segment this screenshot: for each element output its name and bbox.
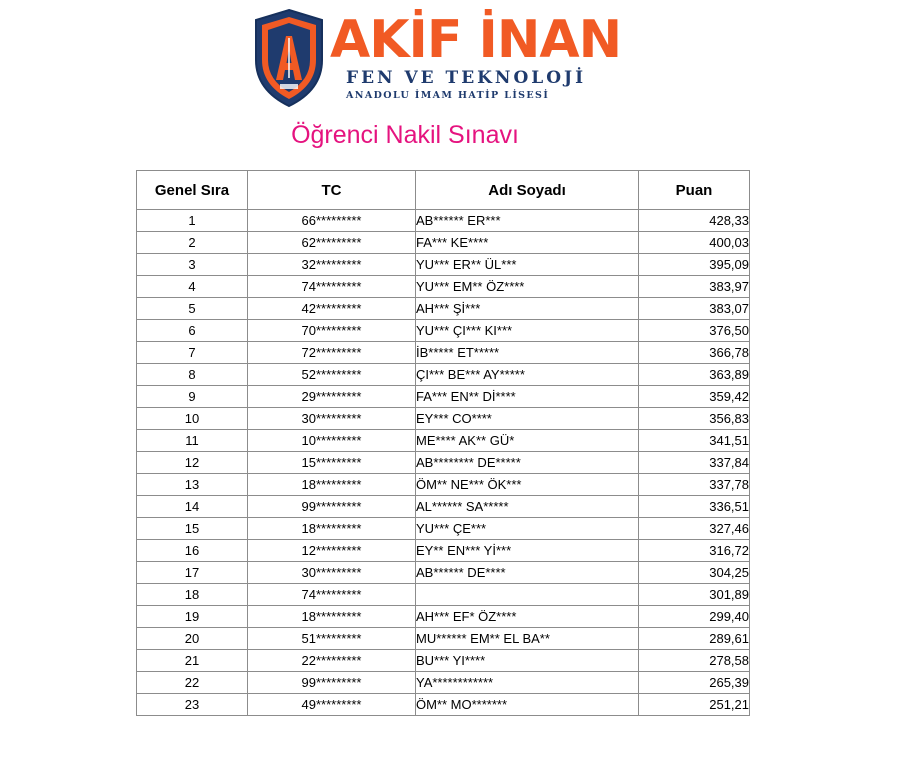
rank-cell: 4 [137, 276, 248, 298]
rank-cell: 9 [137, 386, 248, 408]
tc-cell: 72********* [248, 342, 416, 364]
tc-cell: 62********* [248, 232, 416, 254]
score-cell: 336,51 [639, 496, 750, 518]
table-row [137, 584, 750, 606]
table-row [137, 232, 750, 254]
score-cell: 383,07 [639, 298, 750, 320]
rank-cell: 14 [137, 496, 248, 518]
score-cell: 265,39 [639, 672, 750, 694]
table-row [137, 650, 750, 672]
table-row [137, 628, 750, 650]
results-body [137, 210, 750, 716]
rank-cell: 11 [137, 430, 248, 452]
table-row [137, 452, 750, 474]
name-cell: BU*** YI**** [416, 650, 639, 672]
tc-cell: 18********* [248, 474, 416, 496]
table-row [137, 540, 750, 562]
column-header-tc: TC [248, 171, 416, 210]
rank-cell: 12 [137, 452, 248, 474]
tc-cell: 51********* [248, 628, 416, 650]
rank-cell: 22 [137, 672, 248, 694]
table-row [137, 606, 750, 628]
rank-cell: 20 [137, 628, 248, 650]
rank-cell: 23 [137, 694, 248, 716]
rank-cell: 18 [137, 584, 248, 606]
tc-cell: 49********* [248, 694, 416, 716]
name-cell: FA*** EN** Dİ**** [416, 386, 639, 408]
brand-subtitle-line2: ANADOLU İMAM HATİP LİSESİ [346, 90, 550, 101]
brand-name: AKİF İNAN [330, 10, 622, 70]
school-crest-icon [252, 8, 326, 108]
score-cell: 251,21 [639, 694, 750, 716]
name-cell: AH*** Şİ*** [416, 298, 639, 320]
name-cell: ÖM** MO******* [416, 694, 639, 716]
table-row [137, 408, 750, 430]
name-cell: İB***** ET***** [416, 342, 639, 364]
table-row [137, 210, 750, 232]
score-cell: 366,78 [639, 342, 750, 364]
tc-cell: 30********* [248, 408, 416, 430]
score-cell: 383,97 [639, 276, 750, 298]
rank-cell: 13 [137, 474, 248, 496]
column-header-rank: Genel Sıra [137, 171, 248, 210]
name-cell [416, 584, 639, 606]
table-row [137, 672, 750, 694]
rank-cell: 15 [137, 518, 248, 540]
table-row [137, 276, 750, 298]
name-cell: ÇI*** BE*** AY***** [416, 364, 639, 386]
column-header-score: Puan [639, 171, 750, 210]
tc-cell: 30********* [248, 562, 416, 584]
table-header-row [137, 171, 750, 210]
score-cell: 341,51 [639, 430, 750, 452]
results-table [136, 170, 750, 716]
name-cell: EY*** CO**** [416, 408, 639, 430]
name-cell: AB****** ER*** [416, 210, 639, 232]
name-cell: FA*** KE**** [416, 232, 639, 254]
score-cell: 299,40 [639, 606, 750, 628]
table-row [137, 518, 750, 540]
name-cell: YU*** ER** ÜL*** [416, 254, 639, 276]
rank-cell: 1 [137, 210, 248, 232]
table-row [137, 430, 750, 452]
tc-cell: 99********* [248, 496, 416, 518]
score-cell: 337,84 [639, 452, 750, 474]
name-cell: ÖM** NE*** ÖK*** [416, 474, 639, 496]
name-cell: AL****** SA***** [416, 496, 639, 518]
rank-cell: 2 [137, 232, 248, 254]
score-cell: 301,89 [639, 584, 750, 606]
name-cell: EY** EN*** Yİ*** [416, 540, 639, 562]
rank-cell: 17 [137, 562, 248, 584]
name-cell: YU*** EM** ÖZ**** [416, 276, 639, 298]
table-row [137, 496, 750, 518]
tc-cell: 99********* [248, 672, 416, 694]
score-cell: 356,83 [639, 408, 750, 430]
rank-cell: 3 [137, 254, 248, 276]
score-cell: 363,89 [639, 364, 750, 386]
rank-cell: 7 [137, 342, 248, 364]
score-cell: 376,50 [639, 320, 750, 342]
score-cell: 327,46 [639, 518, 750, 540]
school-logo [252, 8, 622, 112]
name-cell: AB******** DE***** [416, 452, 639, 474]
score-cell: 289,61 [639, 628, 750, 650]
name-cell: YU*** ÇI*** KI*** [416, 320, 639, 342]
table-row [137, 474, 750, 496]
tc-cell: 74********* [248, 276, 416, 298]
table-row [137, 320, 750, 342]
table-row [137, 364, 750, 386]
tc-cell: 12********* [248, 540, 416, 562]
rank-cell: 8 [137, 364, 248, 386]
tc-cell: 22********* [248, 650, 416, 672]
tc-cell: 52********* [248, 364, 416, 386]
table-row [137, 342, 750, 364]
tc-cell: 29********* [248, 386, 416, 408]
rank-cell: 16 [137, 540, 248, 562]
page-title: Öğrenci Nakil Sınavı [291, 121, 519, 149]
tc-cell: 15********* [248, 452, 416, 474]
tc-cell: 18********* [248, 518, 416, 540]
tc-cell: 10********* [248, 430, 416, 452]
brand-text [330, 10, 622, 110]
rank-cell: 21 [137, 650, 248, 672]
name-cell: AH*** EF* ÖZ**** [416, 606, 639, 628]
table-row [137, 562, 750, 584]
score-cell: 395,09 [639, 254, 750, 276]
name-cell: ME**** AK** GÜ* [416, 430, 639, 452]
score-cell: 278,58 [639, 650, 750, 672]
name-cell: YU*** ÇE*** [416, 518, 639, 540]
score-cell: 359,42 [639, 386, 750, 408]
table-row [137, 694, 750, 716]
tc-cell: 18********* [248, 606, 416, 628]
tc-cell: 66********* [248, 210, 416, 232]
score-cell: 316,72 [639, 540, 750, 562]
rank-cell: 10 [137, 408, 248, 430]
score-cell: 400,03 [639, 232, 750, 254]
table-row [137, 254, 750, 276]
column-header-name: Adı Soyadı [416, 171, 639, 210]
name-cell: AB****** DE**** [416, 562, 639, 584]
table-row [137, 298, 750, 320]
name-cell: YA************ [416, 672, 639, 694]
score-cell: 337,78 [639, 474, 750, 496]
tc-cell: 74********* [248, 584, 416, 606]
name-cell: MU****** EM** EL BA** [416, 628, 639, 650]
table-row [137, 386, 750, 408]
tc-cell: 42********* [248, 298, 416, 320]
tc-cell: 70********* [248, 320, 416, 342]
score-cell: 428,33 [639, 210, 750, 232]
tc-cell: 32********* [248, 254, 416, 276]
score-cell: 304,25 [639, 562, 750, 584]
rank-cell: 19 [137, 606, 248, 628]
brand-subtitle-line1: FEN VE TEKNOLOJİ [346, 68, 587, 88]
rank-cell: 6 [137, 320, 248, 342]
rank-cell: 5 [137, 298, 248, 320]
